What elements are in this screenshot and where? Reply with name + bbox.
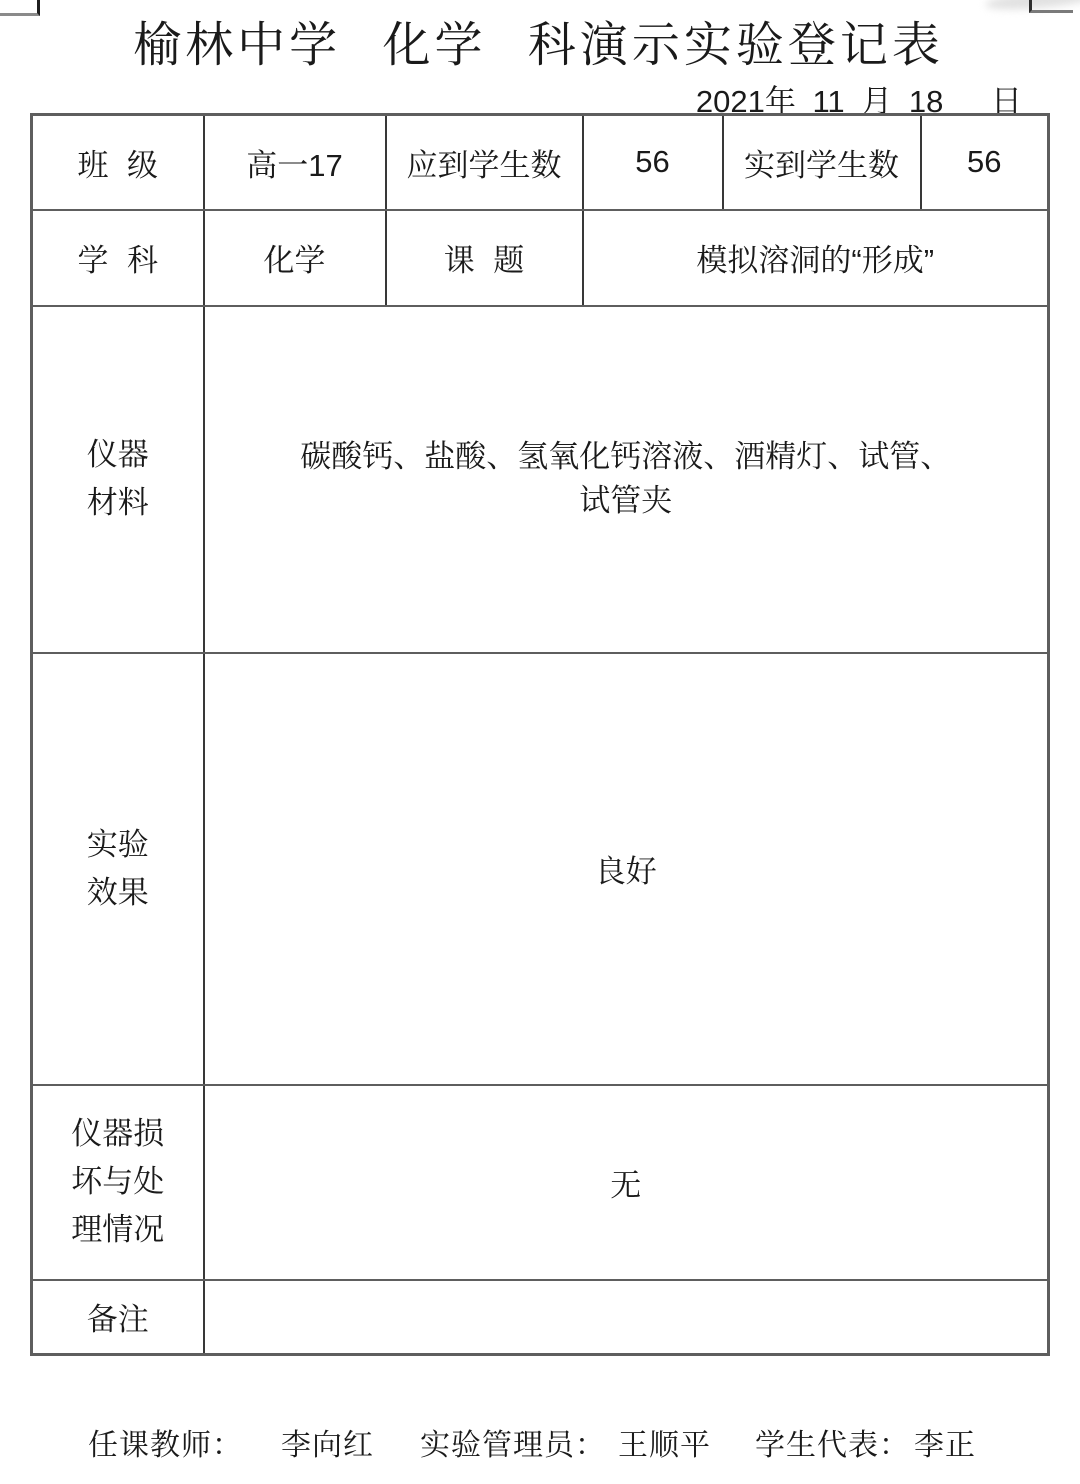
class-value-cell: 高一17 <box>204 115 386 210</box>
representative-label: 学生代表： <box>755 1429 910 1462</box>
scan-artifact-top-left <box>0 0 40 16</box>
result-label-line: 实验 <box>86 826 149 862</box>
table-row-damage <box>32 1085 1049 1280</box>
experiment-registration-table <box>30 113 1050 1356</box>
date-line: 2021年 11 月 18 日 <box>695 84 1022 119</box>
subject-value-cell: 化学 <box>204 210 386 306</box>
equipment-content-line: 试管夹 <box>579 483 673 518</box>
damage-label-line: 理情况 <box>71 1212 165 1247</box>
result-value-cell: 良好 <box>204 653 1049 1085</box>
equipment-content-cell <box>204 306 1049 653</box>
table-row-subject <box>32 210 1049 306</box>
expected-students-value-cell: 56 <box>583 115 723 210</box>
subject-label-cell: 学 科 <box>32 210 204 306</box>
result-label-cell <box>32 653 204 1085</box>
table-row-result <box>32 653 1049 1085</box>
signature-line <box>88 1420 976 1464</box>
actual-students-value-cell: 56 <box>921 115 1049 210</box>
expected-students-label-cell: 应到学生数 <box>386 115 583 210</box>
teacher-name: 李向红 <box>281 1429 374 1462</box>
page-title: 榆林中学 化学 科演示实验登记表 <box>133 19 944 72</box>
manager-name: 王顺平 <box>618 1429 711 1462</box>
table-row-class <box>32 115 1049 210</box>
table-row-equipment <box>32 306 1049 653</box>
damage-label-line: 仪器损 <box>71 1116 165 1151</box>
actual-students-label-cell: 实到学生数 <box>723 115 921 210</box>
remarks-label-cell: 备注 <box>32 1280 204 1355</box>
topic-label-cell: 课 题 <box>386 210 583 306</box>
equipment-label-line: 仪器 <box>86 437 149 472</box>
damage-label-line: 坏与处 <box>71 1164 165 1199</box>
manager-label: 实验管理员： <box>420 1429 606 1462</box>
topic-value-cell: 模拟溶洞的“形成” <box>583 210 1049 306</box>
representative-name: 李正 <box>914 1429 976 1462</box>
scan-artifact-top-right <box>1029 0 1073 13</box>
table-row-remarks <box>32 1280 1049 1355</box>
class-label-cell: 班 级 <box>32 115 204 210</box>
damage-value-cell: 无 <box>204 1085 1049 1280</box>
result-label-line: 效果 <box>86 874 149 910</box>
remarks-value-cell <box>204 1280 1049 1355</box>
equipment-label-cell <box>32 306 204 653</box>
equipment-label-line: 材料 <box>86 485 149 520</box>
equipment-content-line: 碳酸钙、盐酸、氢氧化钙溶液、酒精灯、试管、 <box>300 439 952 474</box>
damage-label-cell <box>32 1085 204 1280</box>
teacher-label: 任课教师： <box>88 1429 243 1462</box>
